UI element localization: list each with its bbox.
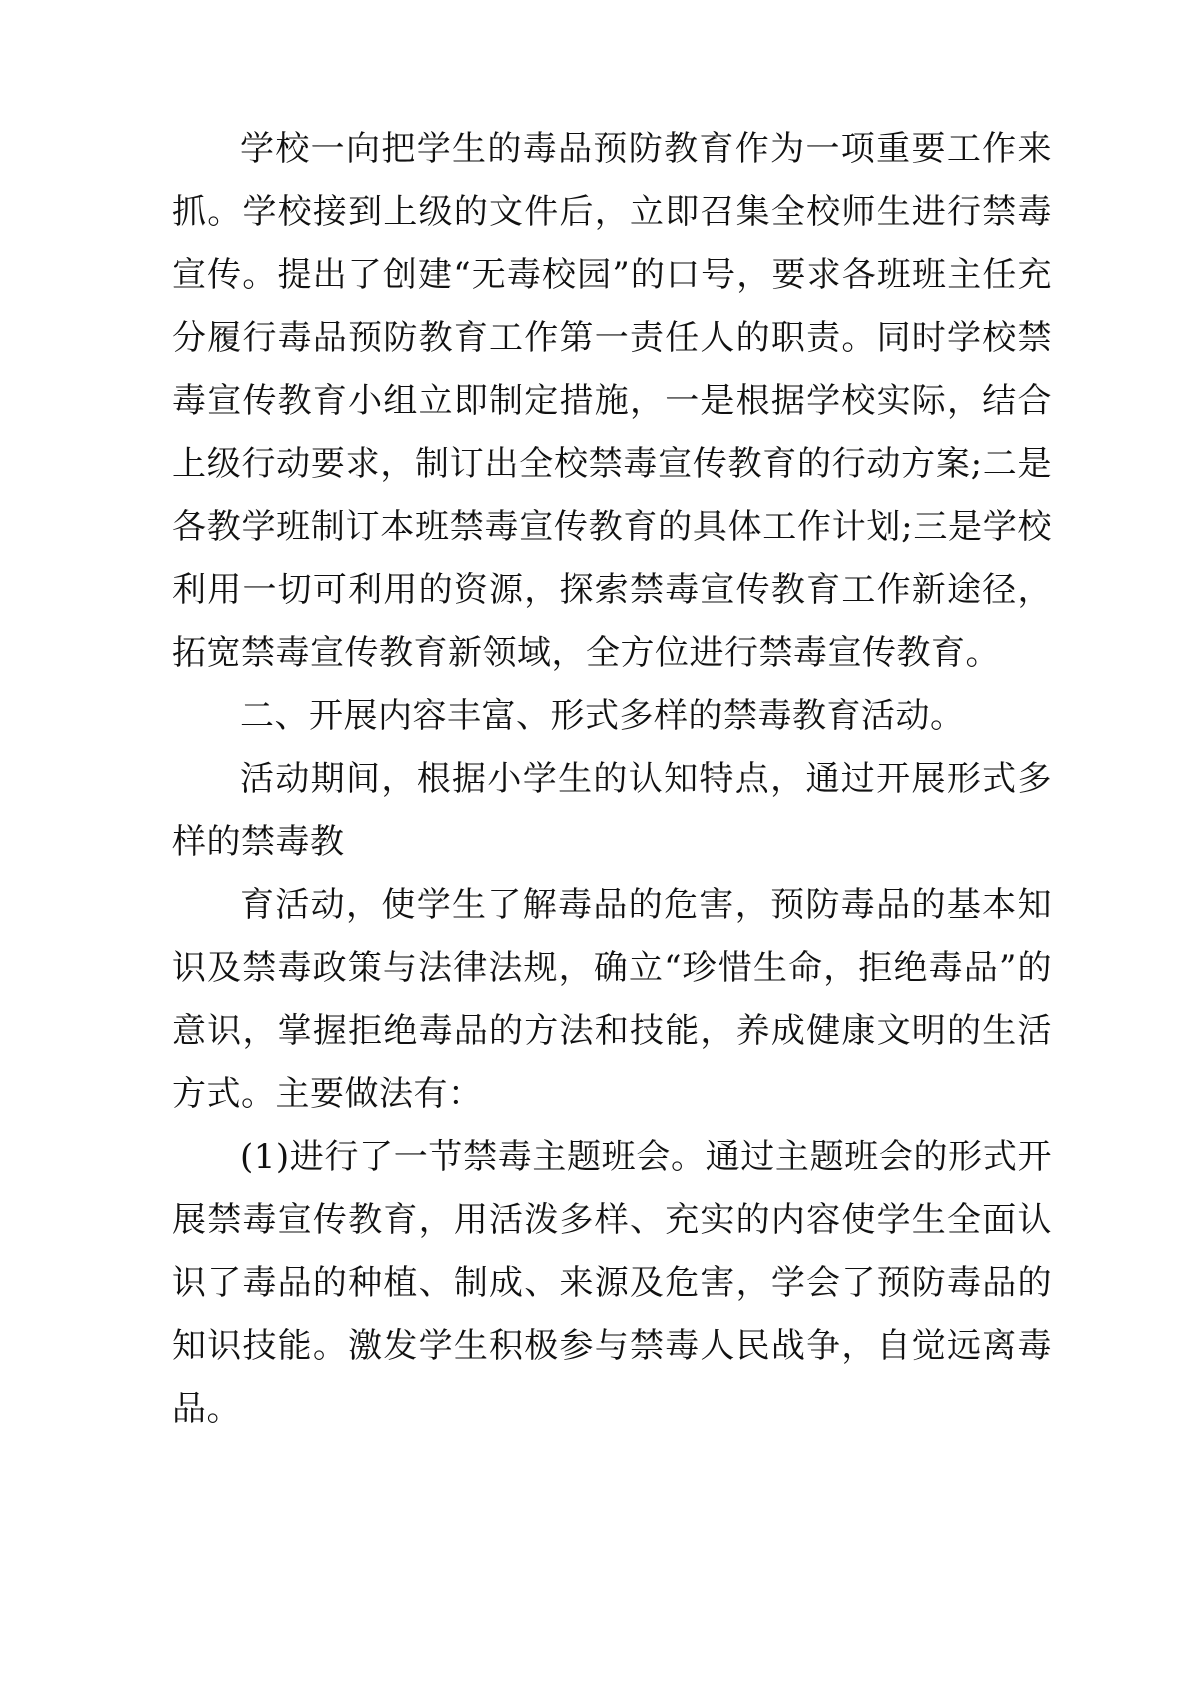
paragraph-school-anti-drug-work: 学校一向把学生的毒品预防教育作为一项重要工作来抓。学校接到上级的文件后，立即召集全校师生进行禁毒宣传。提出了创建“无毒校园”的口号，要求各班班主任充分履行毒品预防教育工作第一责任人的职责。同时学校禁毒宣传教育小组立即制定措施，一是根据学校实际，结合上级行动要求，制订出全校禁毒宣传教育的行动方案;二是各教学班制订本班禁毒宣传教育的具体工作计划;三是学校利用一切可利用的资源，探索禁毒宣传教育工作新途径，拓宽禁毒宣传教育新领域，全方位进行禁毒宣传教育。 xyxy=(172,129,1052,673)
document-body xyxy=(172,118,1052,1441)
paragraph-education-goals: 育活动，使学生了解毒品的危害，预防毒品的基本知识及禁毒政策与法律法规，确立“珍惜生命，拒绝毒品”的意识，掌握拒绝毒品的方法和技能，养成健康文明的生活方式。主要做法有： xyxy=(172,885,1052,1114)
paragraph-activity-period: 活动期间，根据小学生的认知特点，通过开展形式多样的禁毒教 xyxy=(172,759,1052,862)
paragraph-theme-class-meeting: (1)进行了一节禁毒主题班会。通过主题班会的形式开展禁毒宣传教育，用活泼多样、充实的内容使学生全面认识了毒品的种植、制成、来源及危害，学会了预防毒品的知识技能。激发学生积极参与禁毒人民战争，自觉远离毒品。 xyxy=(172,1137,1052,1429)
section-heading-activities: 二、开展内容丰富、形式多样的禁毒教育活动。 xyxy=(240,696,965,736)
